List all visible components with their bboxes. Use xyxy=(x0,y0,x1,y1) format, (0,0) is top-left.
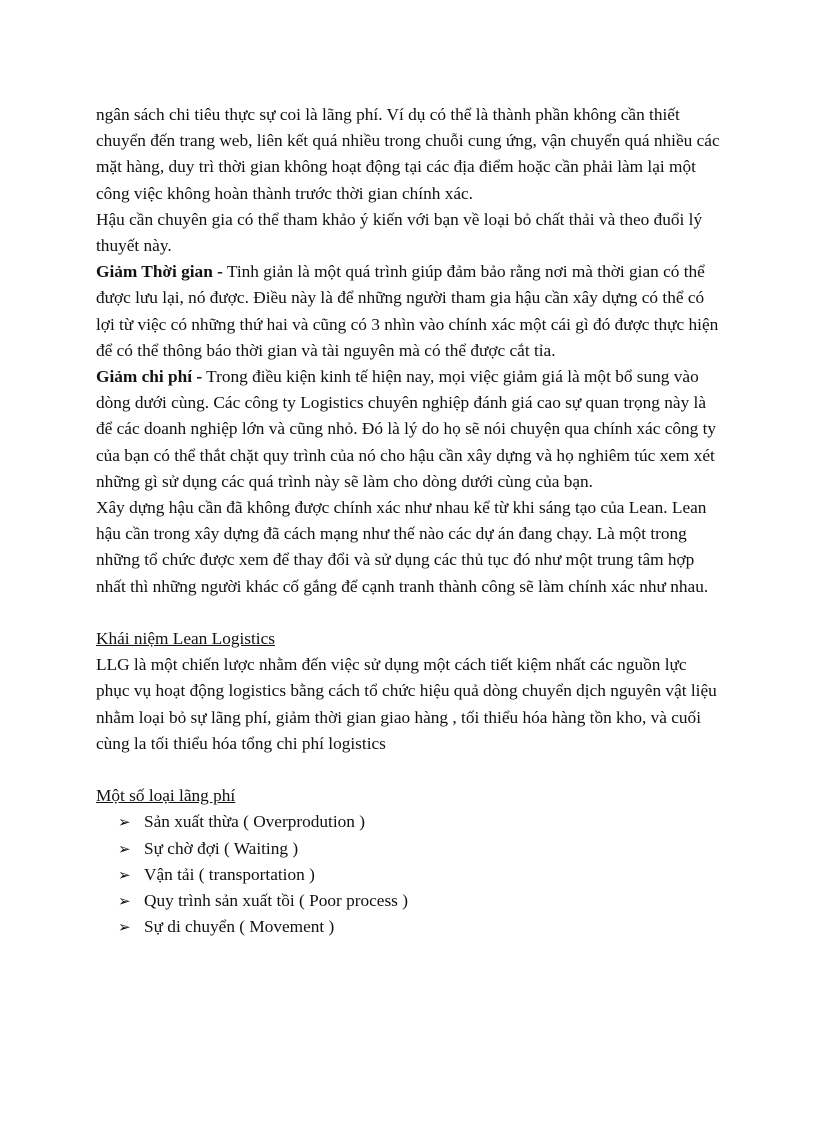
arrow-bullet-icon: ➢ xyxy=(118,839,131,858)
list-item-label: Sản xuất thừa ( Overprodution ) xyxy=(144,812,366,832)
list-item xyxy=(118,862,720,888)
reduce-cost-text: Trong điều kiện kinh tế hiện nay, mọi việc giảm giá là một bổ sung vào dòng dưới cùng. Các công ty Logistics chuyên nghiệp đánh giá cao sự quan trọng này là để các doanh nghiệp lớn và cũng nhỏ. Đó là lý do họ sẽ nói chuyện qua chính xác công ty của bạn có thể thắt chặt quy trình của nó cho hậu cần xây dựng và họ nghiêm túc xem xét những gì sử dụng các quá trình này sẽ làm cho dòng dưới cùng của bạn. xyxy=(96,367,717,491)
list-item-label: Sự chờ đợi ( Waiting ) xyxy=(144,838,299,858)
paragraph-expert-advice: Hậu cần chuyên gia có thể tham khảo ý kiến với bạn về loại bỏ chất thải và theo đuổi lý thuyết này. xyxy=(96,209,703,256)
list-item-label: Sự di chuyển ( Movement ) xyxy=(144,917,335,937)
blank-line xyxy=(96,600,720,626)
paragraph-lean-construction: Xây dựng hậu cần đã không được chính xác như nhau kể từ khi sáng tạo của Lean. Lean hậu cần trong xây dựng đã cách mạng như thế nào các dự án đang chạy. Là một trong những tổ chức được xem để thay đổi và sử dụng các thủ tục đó như một trung tâm hợp nhất thì những người khác cố gắng để cạnh tranh thành công sẽ làm chính xác như nhau. xyxy=(96,498,709,596)
arrow-bullet-icon: ➢ xyxy=(118,918,131,937)
reduce-time-label: Giảm Thời gian - xyxy=(96,262,223,282)
document-body xyxy=(96,102,720,940)
heading-waste-types: Một số loại lãng phí xyxy=(96,786,236,806)
list-item xyxy=(118,914,720,940)
paragraph-reduce-cost xyxy=(96,364,720,495)
arrow-bullet-icon: ➢ xyxy=(118,865,131,884)
paragraph-reduce-time xyxy=(96,259,720,364)
blank-line xyxy=(96,757,720,783)
reduce-cost-label: Giảm chi phí - xyxy=(96,367,203,387)
arrow-bullet-icon: ➢ xyxy=(118,892,131,911)
list-item-label: Vận tải ( transportation ) xyxy=(144,864,315,884)
arrow-bullet-icon: ➢ xyxy=(118,813,131,832)
list-item xyxy=(118,888,720,914)
list-item xyxy=(118,809,720,835)
paragraph-lean-definition: LLG là một chiến lược nhằm đến việc sử dụng một cách tiết kiệm nhất các nguồn lực phục vụ hoạt động logistics bằng cách tổ chức hiệu quả dòng chuyển dịch nguyên vật liệu nhằm loại bỏ sự lãng phí, giảm thời gian giao hàng , tối thiểu hóa hàng tồn kho, và cuối cùng la tối thiểu hóa tổng chi phí logistics xyxy=(96,655,717,753)
waste-type-list xyxy=(96,809,720,940)
reduce-time-text: Tinh giản là một quá trình giúp đảm bảo rằng nơi mà thời gian có thể được lưu lại, nó được. Điều này là để những người tham gia hậu cần xây dựng có thể có lợi từ việc có những thứ hai và cũng có 3 nhìn vào chính xác một cái gì đó được thực hiện để có thể thông báo thời gian và tài nguyên mà có thể được cắt tỉa. xyxy=(96,262,719,360)
paragraph-waste-examples: ngân sách chi tiêu thực sự coi là lãng phí. Ví dụ có thể là thành phần không cần thiết chuyển đến trang web, liên kết quá nhiều trong chuỗi cung ứng, vận chuyển quá nhiều các mặt hàng, duy trì thời gian không hoạt động tại các địa điểm hoặc cần phải làm lại một công việc không hoàn thành trước thời gian chính xác. xyxy=(96,105,720,203)
heading-lean-logistics: Khái niệm Lean Logistics xyxy=(96,629,276,649)
list-item-label: Quy trình sản xuất tồi ( Poor process ) xyxy=(144,891,408,911)
list-item xyxy=(118,836,720,862)
